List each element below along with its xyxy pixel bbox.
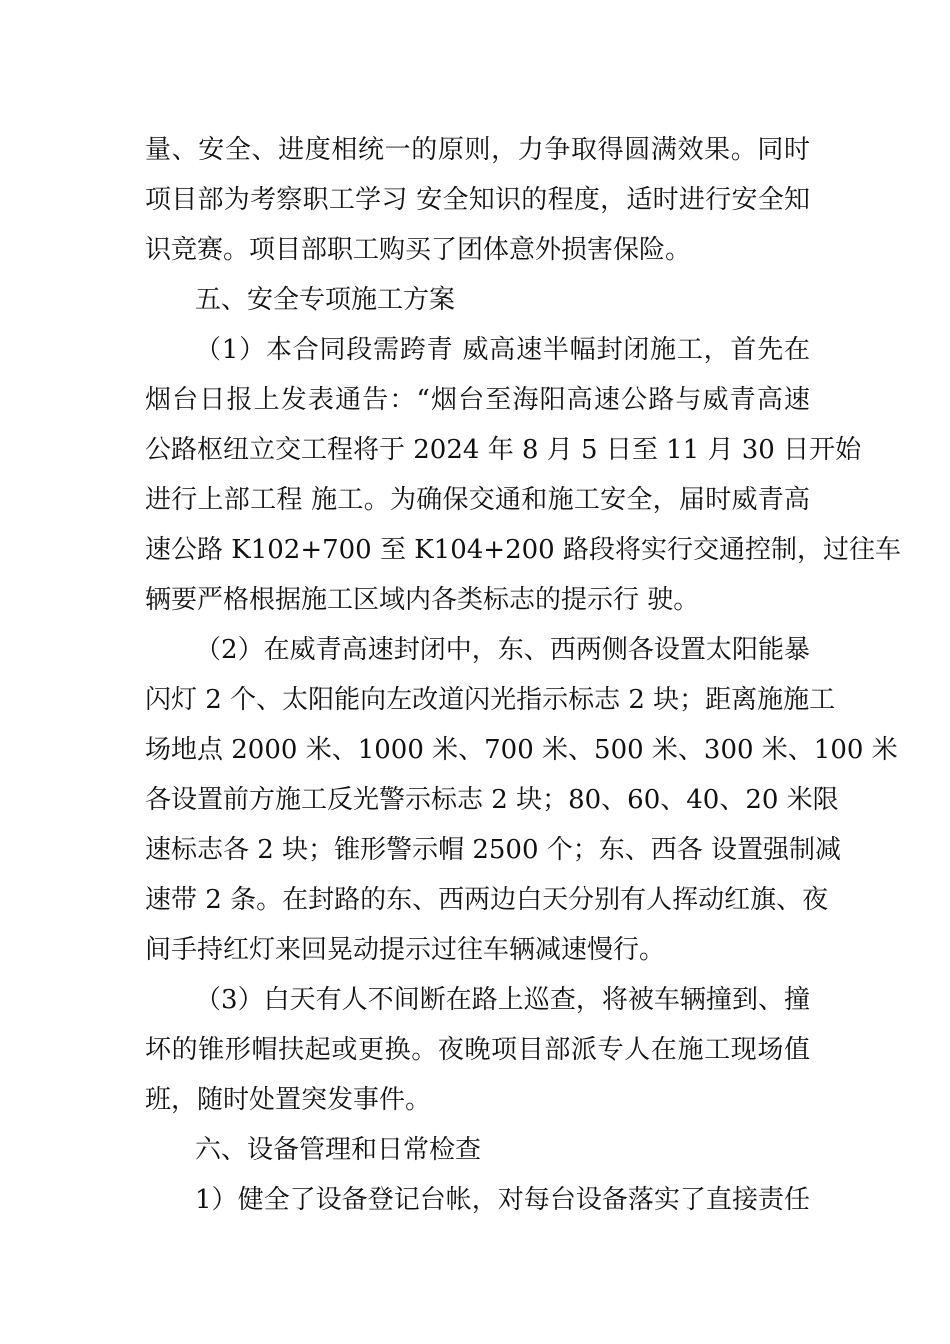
text-line: 班，随时处置突发事件。 [145, 1085, 432, 1115]
text-line: 速标志各 2 块；锥形警示帽 2500 个；东、西各 设置强制减 [145, 835, 842, 865]
text-line: 辆要严格根据施工区域内各类标志的提示行 驶。 [145, 585, 700, 615]
text-line: 量、安全、进度相统一的原则，力争取得圆满效果。同时 [145, 135, 810, 165]
text-line: 1）健全了设备登记台帐，对每台设备落实了直接责任 [195, 1185, 810, 1215]
text-line: （2）在威青高速封闭中，东、西两侧各设置太阳能暴 [195, 635, 810, 665]
text-line: 速公路 K102+700 至 K104+200 路段将实行交通控制，过往车 [145, 535, 901, 565]
text-line: 识竞赛。项目部职工购买了团体意外损害保险。 [145, 235, 692, 265]
section-heading: 六、设备管理和日常检查 [195, 1135, 482, 1165]
text-line: 项目部为考察职工学习 安全知识的程度，适时进行安全知 [145, 185, 810, 215]
text-line: 烟台日报上发表通告：“烟台至海阳高速公路与威青高速 [145, 385, 810, 415]
text-line: 坏的锥形帽扶起或更换。夜晚项目部派专人在施工现场值 [145, 1035, 810, 1065]
section-heading: 五、安全专项施工方案 [195, 285, 456, 315]
text-line: 速带 2 条。在封路的东、西两边白天分别有人挥动红旗、夜 [145, 885, 829, 915]
text-line: 闪灯 2 个、太阳能向左改道闪光指示标志 2 块；距离施施工 [145, 685, 836, 715]
text-line: 各设置前方施工反光警示标志 2 块；80、60、40、20 米限 [145, 785, 839, 815]
text-line: （3）白天有人不间断在路上巡查，将被车辆撞到、撞 [195, 985, 810, 1015]
text-line: （1）本合同段需跨青 威高速半幅封闭施工，首先在 [195, 335, 810, 365]
text-line: 间手持红灯来回晃动提示过往车辆减速慢行。 [145, 935, 666, 965]
text-line: 场地点 2000 米、1000 米、700 米、500 米、300 米、100 米 [145, 735, 898, 765]
text-line: 进行上部工程 施工。为确保交通和施工安全，届时威青高 [145, 485, 810, 515]
text-line: 公路枢纽立交工程将于 2024 年 8 月 5 日至 11 月 30 日开始 [145, 435, 862, 465]
